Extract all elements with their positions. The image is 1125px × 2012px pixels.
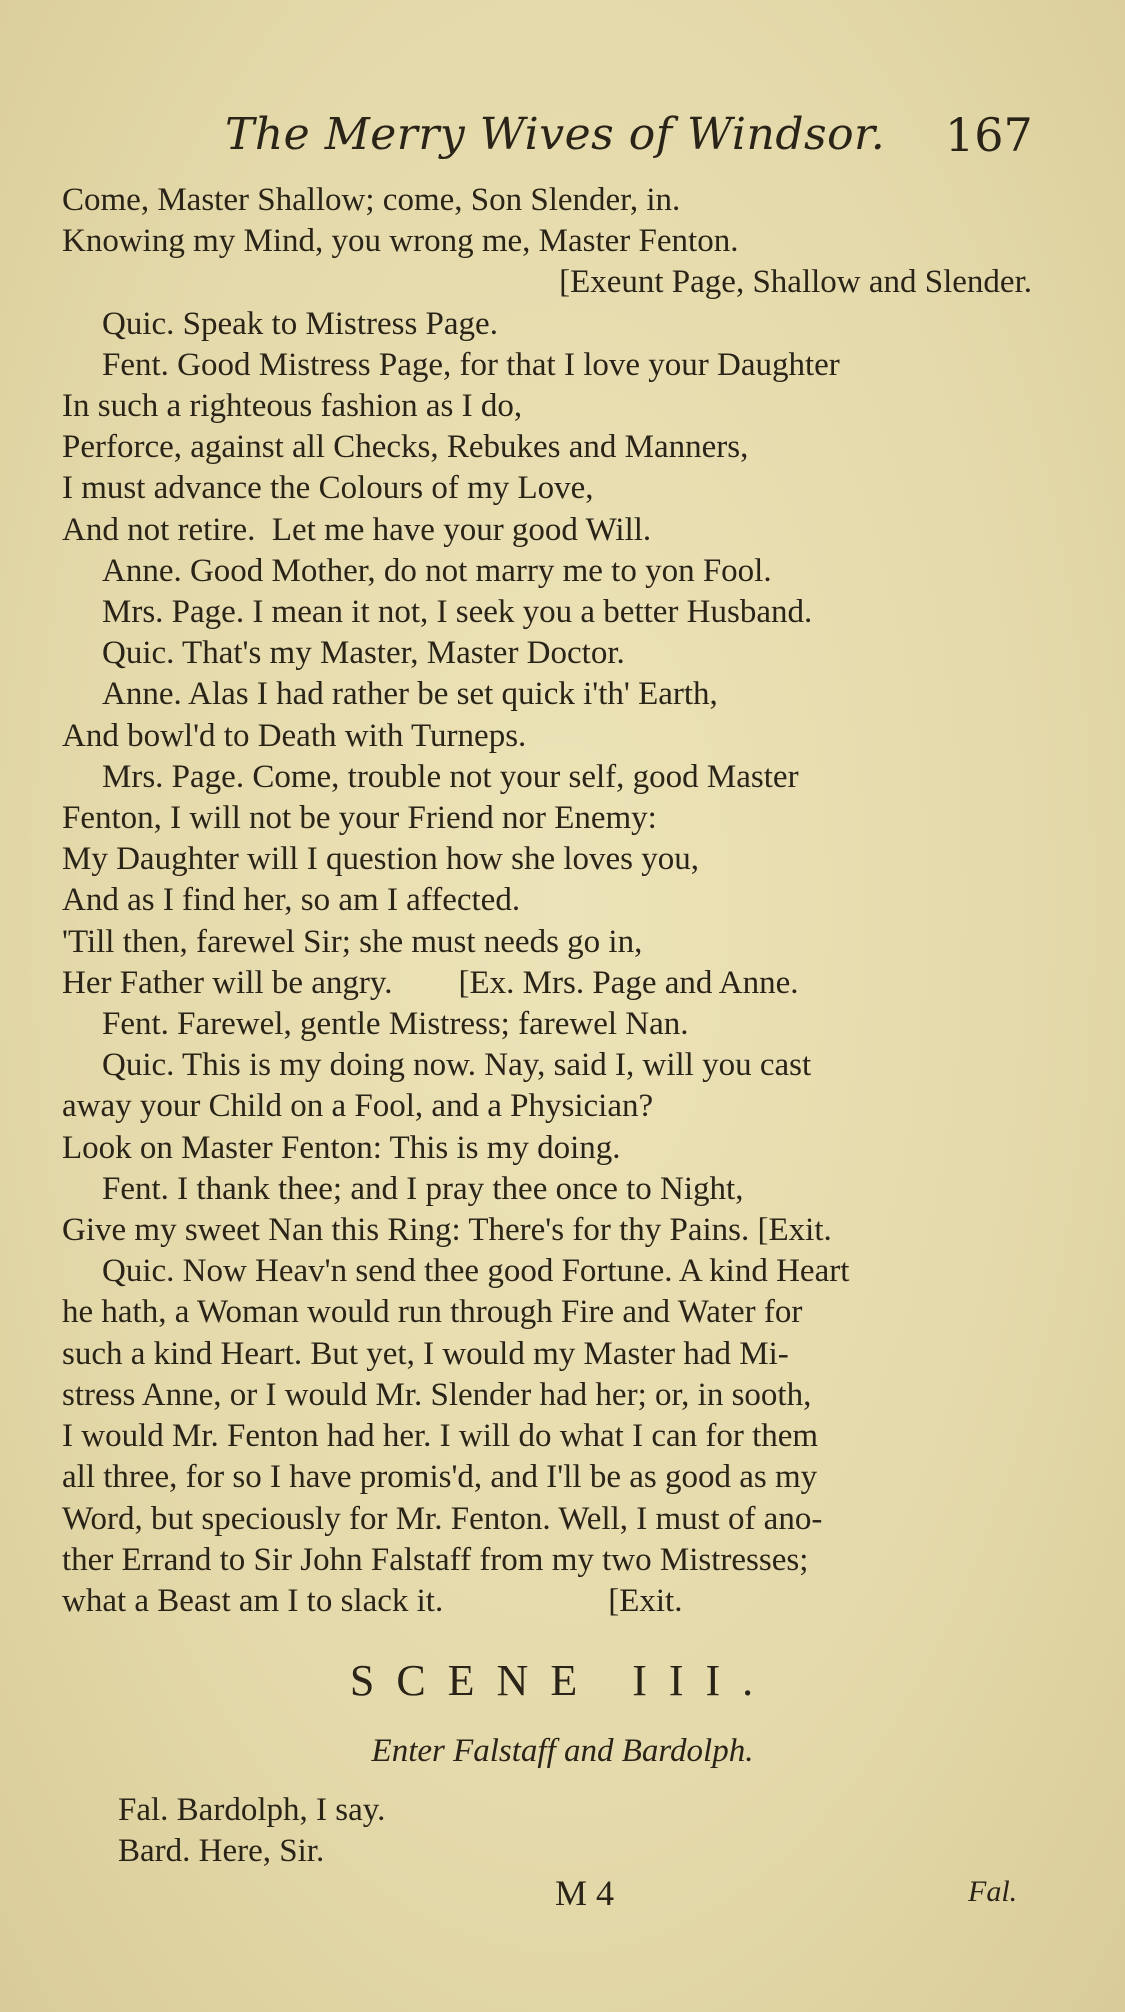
text-line: Quic. That's my Master, Master Doctor. [102, 635, 625, 672]
text-line: away your Child on a Fool, and a Physician? [62, 1088, 654, 1125]
running-title: The Merry Wives of Windsor. [225, 109, 886, 160]
text-line: Mrs. Page. Come, trouble not your self, good Master [102, 758, 799, 795]
stage-direction-enter: Enter Falstaff and Bardolph. [371, 1733, 754, 1769]
text-line: And as I find her, so am I affected. [62, 882, 521, 919]
scene-heading: SCENE III. [349, 1656, 776, 1705]
text-line: Fal. Bardolph, I say. [118, 1792, 386, 1828]
signature-mark: M 4 [555, 1873, 615, 1913]
text-line: what a Beast am I to slack it. [Exit. [62, 1582, 683, 1619]
play-text [62, 180, 1042, 1622]
text-line: Anne. Alas I had rather be set quick i'th' Earth, [102, 676, 718, 713]
running-header [225, 105, 1033, 165]
stage-direction: [Exeunt Page, Shallow and Slender. [559, 264, 1032, 301]
text-line: Mrs. Page. I mean it not, I seek you a better Husband. [102, 594, 813, 631]
text-line: ther Errand to Sir John Falstaff from my two Mistresses; [62, 1541, 809, 1578]
text-line: Fent. Good Mistress Page, for that I love your Daughter [102, 346, 840, 383]
text-line: Quic. Speak to Mistress Page. [102, 305, 498, 342]
text-line: In such a righteous fashion as I do, [62, 388, 523, 425]
catchword: Fal. [968, 1875, 1018, 1908]
text-line: And not retire. Let me have your good Will. [62, 511, 652, 548]
text-line: all three, for so I have promis'd, and I'll be as good as my [62, 1459, 818, 1496]
text-line: And bowl'd to Death with Turneps. [62, 717, 527, 754]
text-line: 'Till then, farewel Sir; she must needs go in, [62, 923, 643, 960]
text-line: Look on Master Fenton: This is my doing. [62, 1129, 621, 1166]
page-number: 167 [945, 108, 1033, 162]
text-line: Perforce, against all Checks, Rebukes and Manners, [62, 429, 749, 466]
text-line: Knowing my Mind, you wrong me, Master Fenton. [62, 223, 739, 260]
text-line: I must advance the Colours of my Love, [62, 470, 594, 507]
text-line: he hath, a Woman would run through Fire and Water for [62, 1294, 803, 1331]
text-line: Give my sweet Nan this Ring: There's for thy Pains. [Exit. [62, 1212, 832, 1249]
text-line: such a kind Heart. But yet, I would my Master had Mi- [62, 1335, 789, 1372]
text-line: Anne. Good Mother, do not marry me to yon Fool. [102, 552, 772, 589]
text-line: Bard. Here, Sir. [118, 1833, 325, 1869]
text-line: Fenton, I will not be your Friend nor Enemy: [62, 800, 657, 837]
scene-text [118, 1790, 1018, 1872]
text-line: I would Mr. Fenton had her. I will do what I can for them [62, 1418, 819, 1455]
text-line: Quic. This is my doing now. Nay, said I, will you cast [102, 1047, 812, 1084]
text-line: Fent. Farewel, gentle Mistress; farewel Nan. [102, 1006, 689, 1043]
text-line: Fent. I thank thee; and I pray thee once to Night, [102, 1170, 744, 1207]
text-line: Come, Master Shallow; come, Son Slender, in. [62, 182, 681, 218]
text-line: stress Anne, or I would Mr. Slender had her; or, in sooth, [62, 1376, 812, 1413]
text-line: Quic. Now Heav'n send thee good Fortune. A kind Heart [102, 1253, 850, 1290]
text-line: My Daughter will I question how she loves you, [62, 841, 700, 878]
text-line: Word, but speciously for Mr. Fenton. Well, I must of ano- [62, 1500, 823, 1537]
text-line: Her Father will be angry. [Ex. Mrs. Page and Anne. [62, 964, 799, 1001]
